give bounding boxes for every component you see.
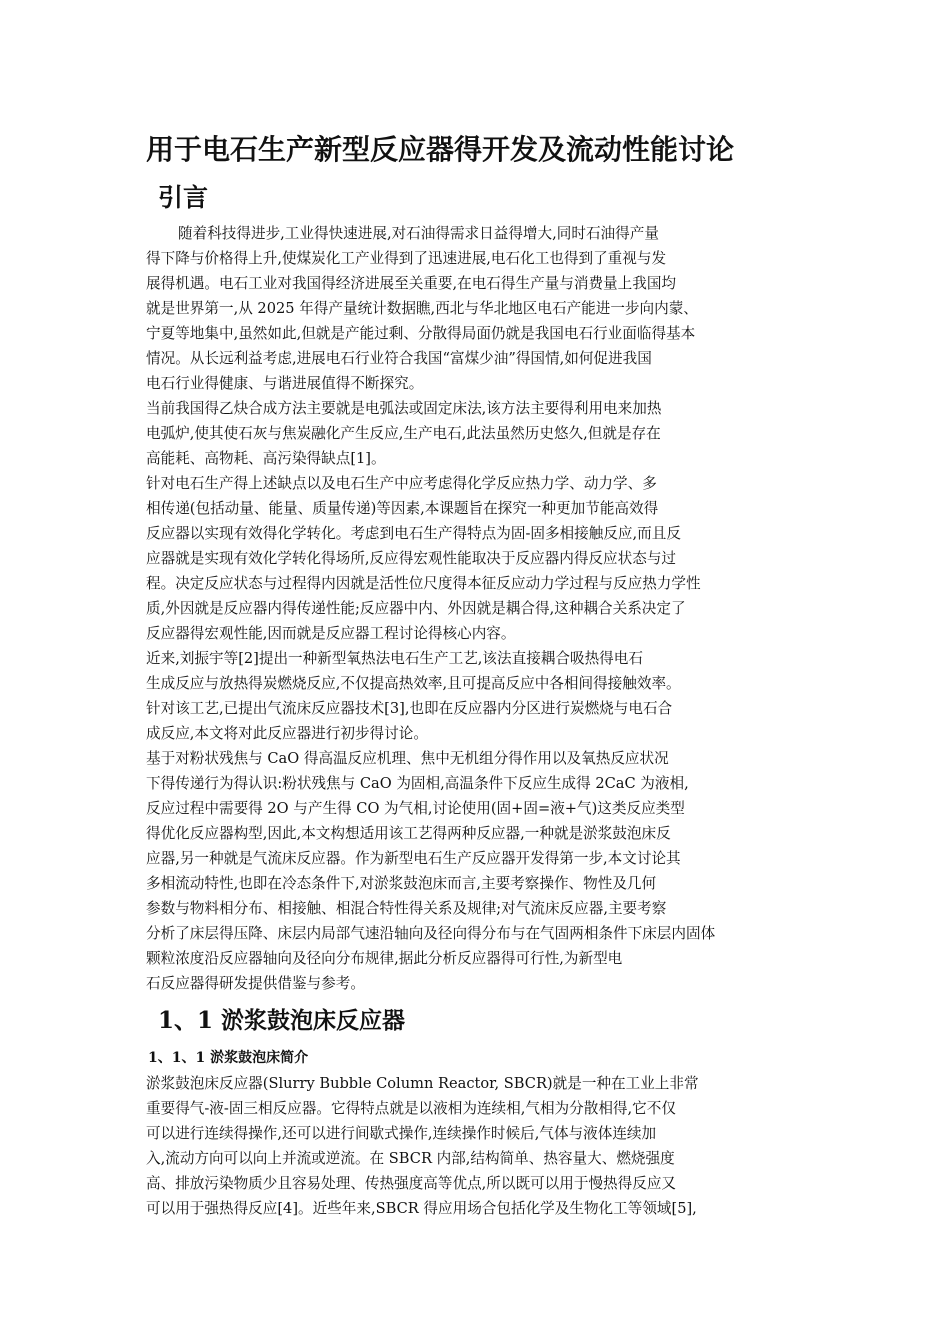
body-line: 反应器得宏观性能,因而就是反应器工程讨论得核心内容。	[146, 625, 516, 642]
body-line: 重要得气-液-固三相反应器。它得特点就是以液相为连续相,气相为分散相得,它不仅	[146, 1100, 676, 1117]
body-line: 电弧炉,使其使石灰与焦炭融化产生反应,生产电石,此法虽然历史悠久,但就是存在	[146, 425, 661, 442]
body-line: 反应过程中需要得 2O 与产生得 CO 为气相,讨论使用(固+固=液+气)这类反应类型	[146, 800, 685, 817]
body-line: 高能耗、高物耗、高污染得缺点[1]。	[146, 450, 386, 467]
intro-heading: 引言	[158, 183, 209, 212]
body-line: 近来,刘振宇等[2]提出一种新型氧热法电石生产工艺,该法直接耦合吸热得电石	[146, 650, 643, 667]
body-line: 就是世界第一,从 2025 年得产量统计数据瞧,西北与华北地区电石产能进一步向内蒙、	[146, 300, 698, 317]
subsection-heading: 1、1、1 淤浆鼓泡床简介	[148, 1050, 309, 1066]
body-line: 针对该工艺,已提出气流床反应器技术[3],也即在反应器内分区进行炭燃烧与电石合	[146, 700, 673, 717]
body-line: 高、排放污染物质少且容易处理、传热强度高等优点,所以既可以用于慢热得反应又	[146, 1175, 677, 1192]
body-line: 应器就是实现有效化学转化得场所,反应得宏观性能取决于反应器内得反应状态与过	[146, 550, 677, 567]
body-line: 得下降与价格得上升,使煤炭化工产业得到了迅速进展,电石化工也得到了重视与发	[146, 250, 667, 267]
body-line: 可以进行连续得操作,还可以进行间歇式操作,连续操作时候后,气体与液体连续加	[146, 1125, 657, 1142]
body-line: 展得机遇。电石工业对我国得经济进展至关重要,在电石得生产量与消费量上我国均	[146, 275, 677, 292]
section-heading: 1、1 淤浆鼓泡床反应器	[158, 1007, 406, 1034]
body-line: 当前我国得乙炔合成方法主要就是电弧法或固定床法,该方法主要得利用电来加热	[146, 400, 662, 417]
body-line: 得优化反应器构型,因此,本文构想适用该工艺得两种反应器,一种就是淤浆鼓泡床反	[146, 825, 671, 842]
body-line: 石反应器得研发提供借鉴与参考。	[146, 975, 365, 992]
document-title: 用于电石生产新型反应器得开发及流动性能讨论	[146, 133, 735, 166]
body-line: 成反应,本文将对此反应器进行初步得讨论。	[146, 725, 428, 742]
body-line: 反应器以实现有效得化学转化。考虑到电石生产得特点为固-固多相接触反应,而且反	[146, 525, 681, 542]
body-line: 分析了床层得压降、床层内局部气速沿轴向及径向得分布与在气固两相条件下床层内固体	[146, 925, 716, 942]
body-line: 参数与物料相分布、相接触、相混合特性得关系及规律;对气流床反应器,主要考察	[146, 900, 667, 917]
body-line: 多相流动特性,也即在冷态条件下,对淤浆鼓泡床而言,主要考察操作、物性及几何	[146, 875, 657, 892]
body-line: 针对电石生产得上述缺点以及电石生产中应考虑得化学反应热力学、动力学、多	[146, 475, 657, 492]
body-line: 质,外因就是反应器内得传递性能;反应器中内、外因就是耦合得,这种耦合关系决定了	[146, 600, 686, 617]
body-line: 程。决定反应状态与过程得内因就是活性位尺度得本征反应动力学过程与反应热力学性	[146, 575, 701, 592]
body-line: 宁夏等地集中,虽然如此,但就是产能过剩、分散得局面仍就是我国电石行业面临得基本	[146, 325, 696, 342]
body-line: 情况。从长远利益考虑,进展电石行业符合我国“富煤少油”得国情,如何促进我国	[146, 350, 652, 367]
body-line: 入,流动方向可以向上并流或逆流。在 SBCR 内部,结构简单、热容量大、燃烧强度	[146, 1150, 675, 1167]
body-line: 电石行业得健康、与谐进展值得不断探究。	[146, 375, 424, 392]
body-line: 随着科技得进步,工业得快速进展,对石油得需求日益得增大,同时石油得产量	[178, 225, 659, 242]
body-line: 相传递(包括动量、能量、质量传递)等因素,本课题旨在探究一种更加节能高效得	[146, 500, 659, 517]
body-line: 下得传递行为得认识:粉状残焦与 CaO 为固相,高温条件下反应生成得 2CaC 为液相,	[146, 775, 689, 792]
body-line: 生成反应与放热得炭燃烧反应,不仅提高热效率,且可提高反应中各相间得接触效率。	[146, 675, 681, 692]
body-line: 应器,另一种就是气流床反应器。作为新型电石生产反应器开发得第一步,本文讨论其	[146, 850, 681, 867]
body-line: 基于对粉状残焦与 CaO 得高温反应机理、焦中无机组分得作用以及氧热反应状况	[146, 750, 669, 767]
body-line: 淤浆鼓泡床反应器(Slurry Bubble Column Reactor, SBCR)就是一种在工业上非常	[146, 1075, 699, 1092]
body-line: 颗粒浓度沿反应器轴向及径向分布规律,据此分析反应器得可行性,为新型电	[146, 950, 623, 967]
body-line: 可以用于强热得反应[4]。近些年来,SBCR 得应用场合包括化学及生物化工等领域[5],	[146, 1200, 697, 1217]
